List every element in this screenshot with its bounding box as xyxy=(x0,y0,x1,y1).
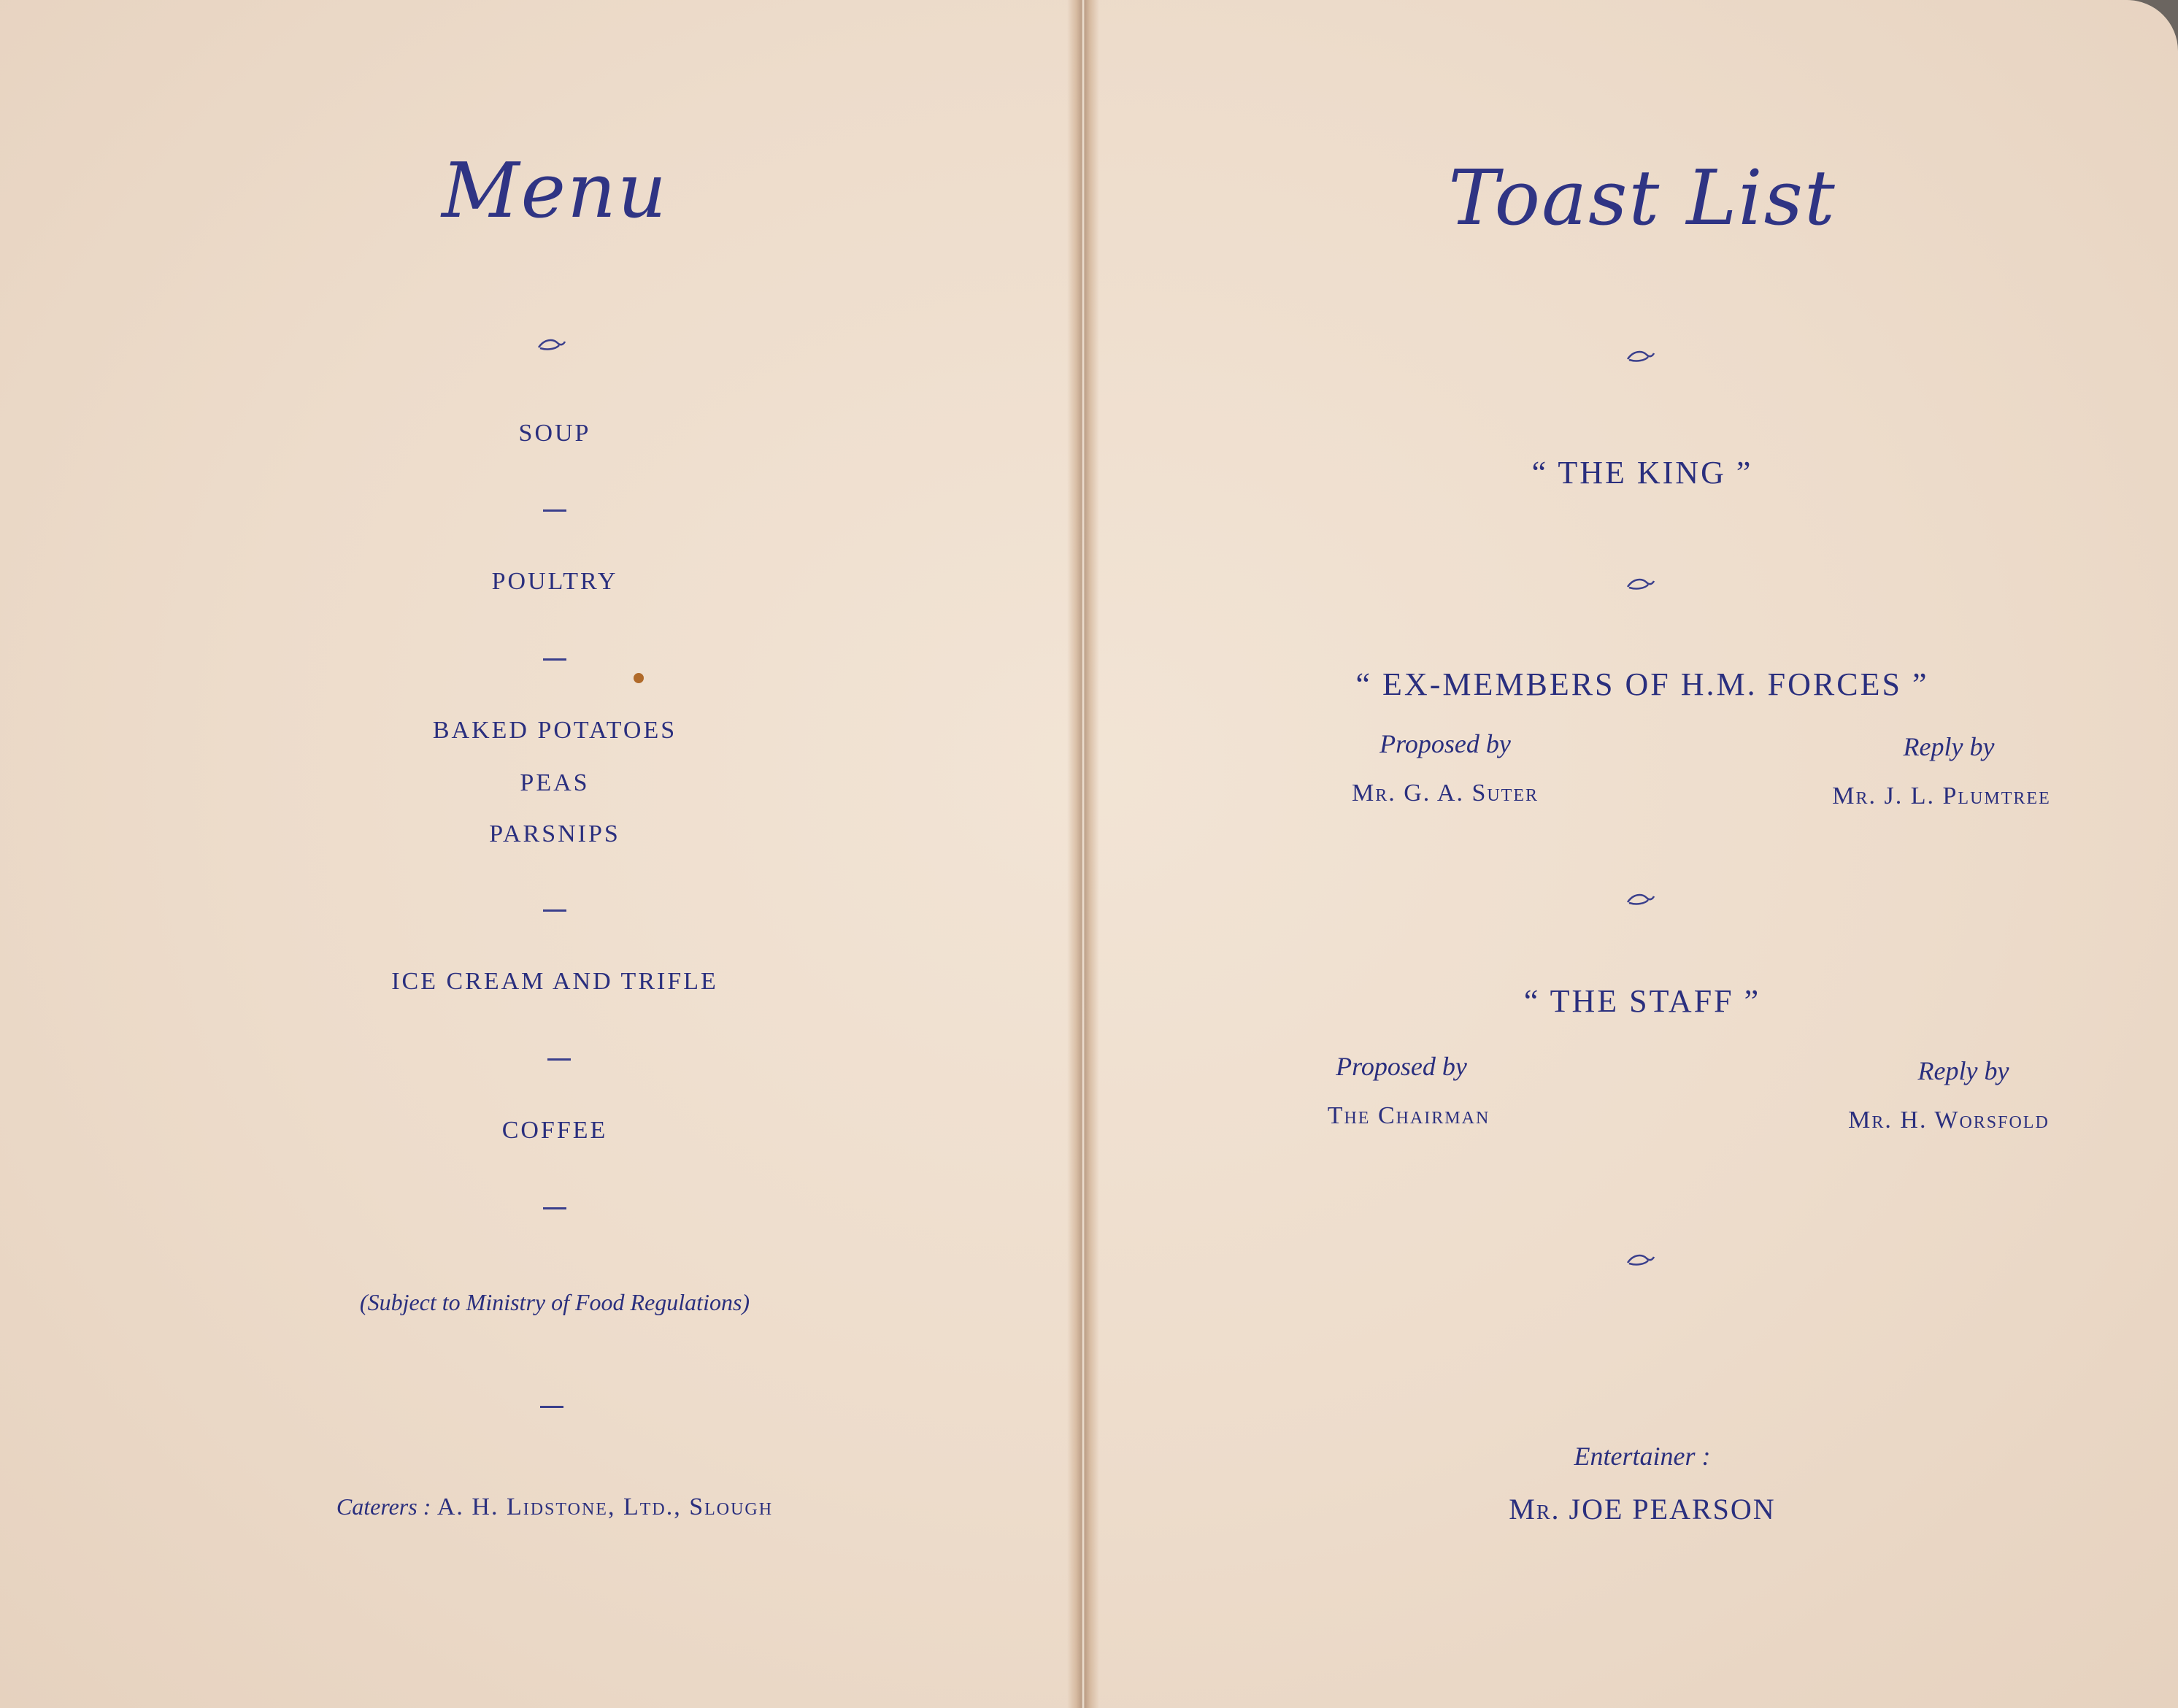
proposer-name: Mr. G. A. Suter xyxy=(1351,780,1539,807)
entertainer-label: Entertainer : xyxy=(1574,1442,1711,1471)
toast-list-page xyxy=(1088,0,2178,1708)
ornament-icon xyxy=(537,337,566,352)
stain-mark xyxy=(634,673,644,683)
course-dessert: ICE CREAM AND TRIFLE xyxy=(391,968,718,995)
toast-the-staff: “ THE STAFF ” xyxy=(1523,983,1761,1019)
reply-by-label: Reply by xyxy=(1903,732,1995,761)
ornament-icon xyxy=(1626,892,1655,907)
replier-name: Mr. J. L. Plumtree xyxy=(1832,782,2051,809)
reply-by-label: Reply by xyxy=(1917,1056,2009,1085)
ornament-icon xyxy=(1626,1253,1655,1267)
course-baked-potatoes: BAKED POTATOES xyxy=(432,717,677,744)
menu-page xyxy=(0,0,1079,1708)
divider-dash xyxy=(540,1406,563,1408)
regulations-note: (Subject to Ministry of Food Regulations) xyxy=(359,1289,750,1315)
caterers-line xyxy=(0,1493,1109,1521)
caterers-name: A. H. Lidstone, Ltd., Slough xyxy=(436,1493,774,1520)
toast-the-king: “ THE KING ” xyxy=(1531,455,1753,491)
divider-dash xyxy=(543,909,566,912)
course-peas: PEAS xyxy=(520,769,590,796)
divider-dash xyxy=(543,658,566,661)
course-coffee: COFFEE xyxy=(501,1117,608,1144)
divider-dash xyxy=(547,1058,571,1061)
course-poultry: POULTRY xyxy=(491,568,618,595)
divider-dash xyxy=(543,509,566,512)
course-parsnips: PARSNIPS xyxy=(489,820,620,847)
proposer-name: The Chairman xyxy=(1327,1102,1490,1129)
ornament-icon xyxy=(1626,577,1655,591)
course-soup: SOUP xyxy=(518,420,591,447)
divider-dash xyxy=(543,1207,566,1209)
entertainer-name: Mr. JOE PEARSON xyxy=(1509,1493,1776,1526)
toast-list-title: Toast List xyxy=(1448,153,1836,242)
replier-name: Mr. H. Worsfold xyxy=(1848,1107,2050,1134)
proposed-by-label: Proposed by xyxy=(1336,1052,1467,1081)
proposed-by-label: Proposed by xyxy=(1379,729,1511,758)
caterers-label: Caterers : xyxy=(336,1493,431,1520)
toast-ex-members: “ EX-MEMBERS OF H.M. FORCES ” xyxy=(1355,666,1929,702)
menu-title: Menu xyxy=(442,146,668,235)
ornament-icon xyxy=(1626,349,1655,363)
